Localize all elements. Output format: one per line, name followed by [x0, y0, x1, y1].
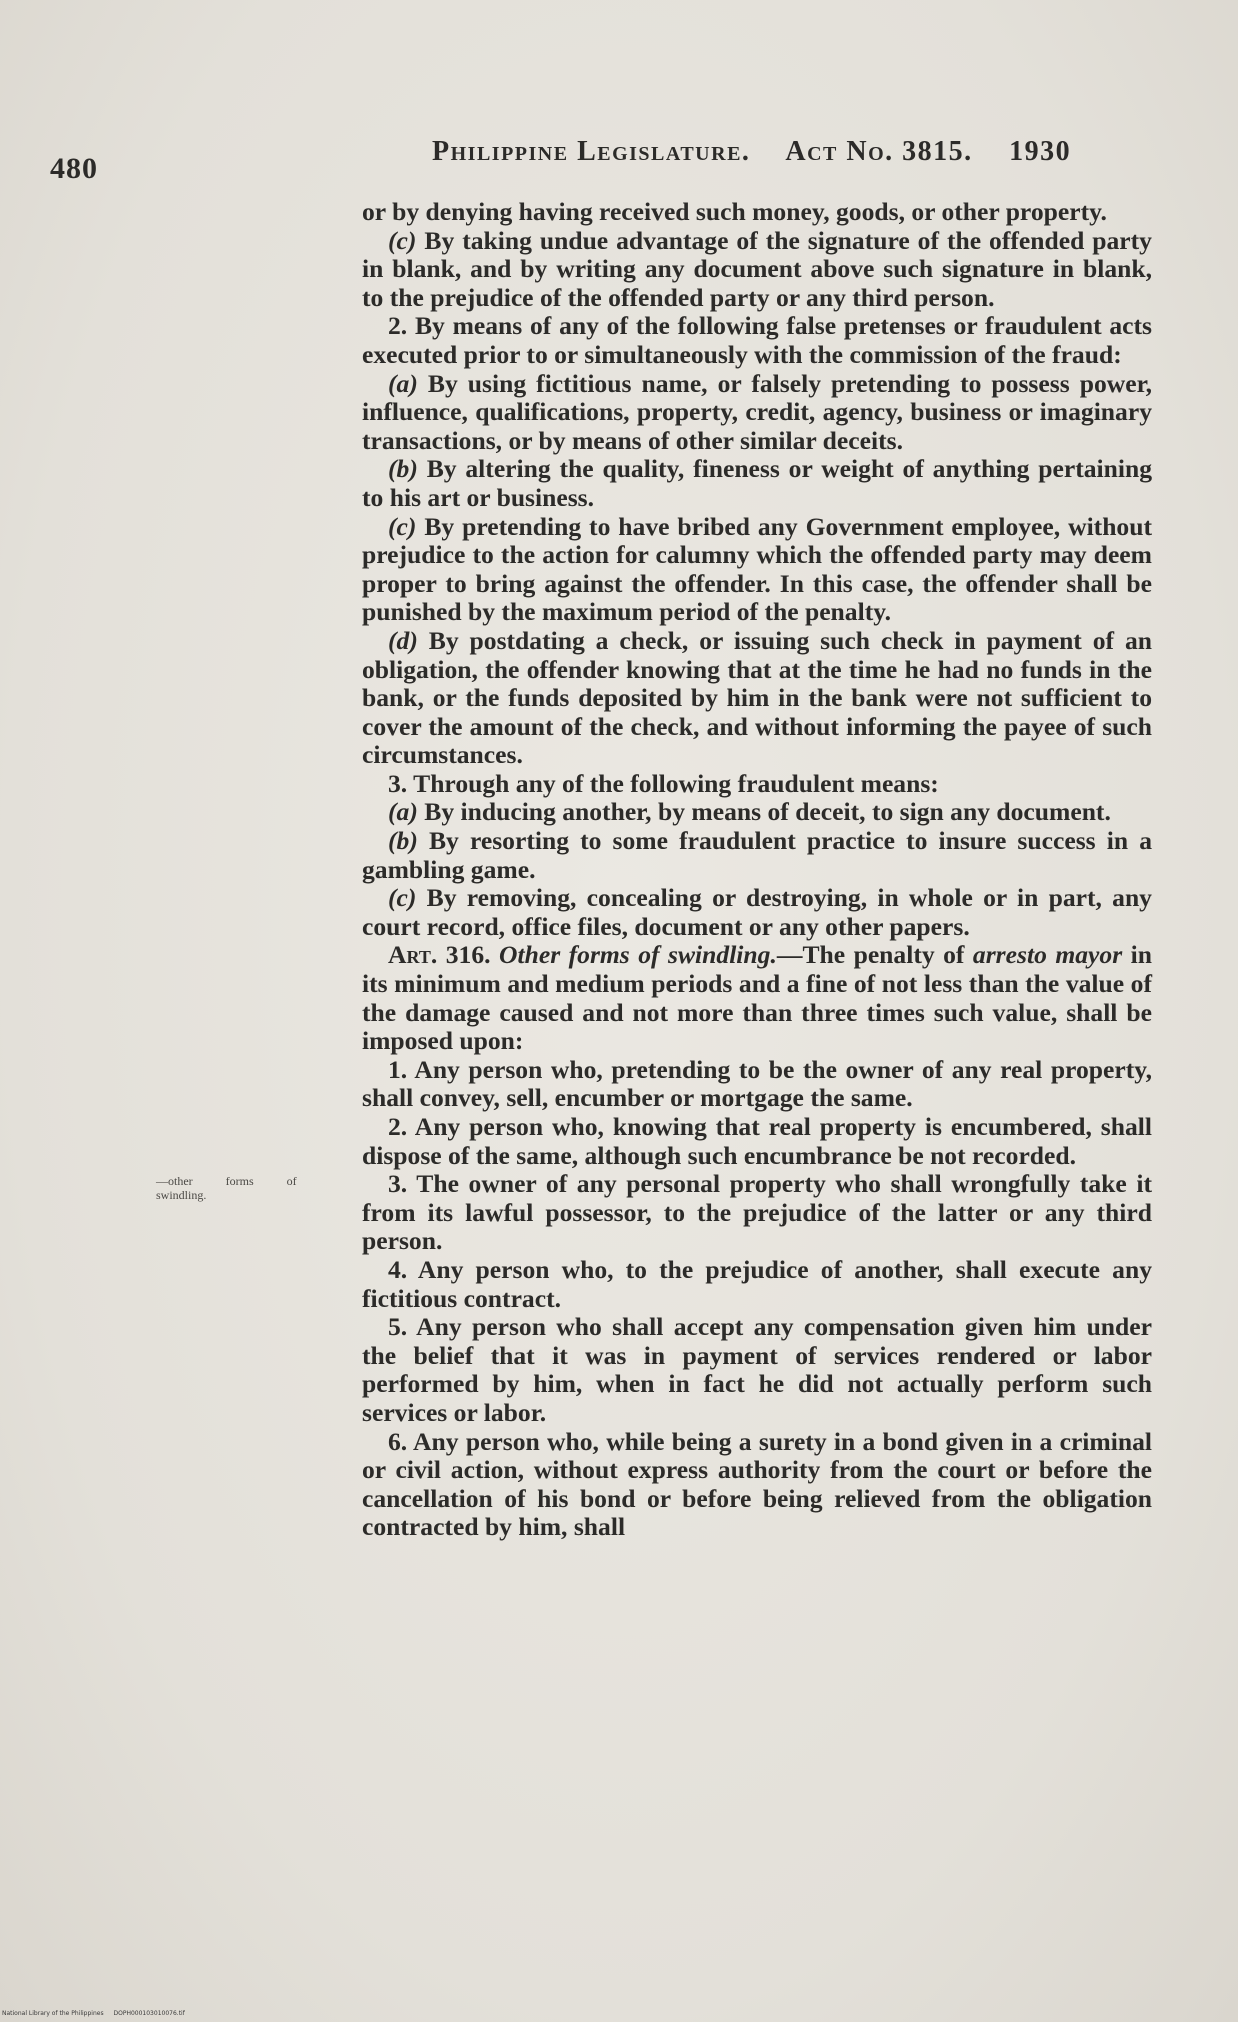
paragraph: 3. The owner of any personal property who shall wrongfully take it from its lawful possessor, to the prejudice of the latter or any third person.	[362, 1169, 1152, 1256]
clause-text: By resorting to some fraudulent practice to insure success in a gambling game.	[362, 826, 1152, 884]
paragraph: 3. Through any of the following fraudulent means:	[388, 768, 939, 798]
article-paragraph	[362, 941, 1152, 1055]
clause-label: (b)	[388, 826, 418, 856]
article-italic-term: arresto mayor	[972, 940, 1123, 970]
paragraph	[362, 455, 1152, 512]
paragraph	[362, 513, 1152, 627]
paragraph: 5. Any person who shall accept any compensation given him under the belief that it was in payment of services rendered or labor performed by him, when in fact he did not actually perform such services or labor.	[362, 1312, 1152, 1427]
footer-code: DOPH000103010076.tif	[113, 2010, 185, 2017]
paragraph	[362, 370, 1152, 456]
paragraph	[362, 798, 1152, 827]
paragraph: 4. Any person who, to the prejudice of another, shall execute any fictitious contract.	[362, 1254, 1152, 1313]
clause-label: (c)	[388, 225, 417, 255]
clause-label: (b)	[388, 454, 418, 484]
paragraph: 2. By means of any of the following false pretenses or fraudulent acts executed prior to or simultaneously with the commission of the fraud:	[362, 311, 1152, 369]
running-head	[432, 136, 1071, 168]
clause-text: By using fictitious name, or falsely pretending to possess power, influence, qualifications, property, credit, agency, business or imaginary transactions, or by means of other similar deceits.	[362, 368, 1152, 455]
body-text	[362, 198, 1152, 1542]
paragraph: 2. Any person who, knowing that real property is encumbered, shall dispose of the same, although such encumbrance be not recorded.	[362, 1112, 1152, 1170]
clause-text: By removing, concealing or destroying, in whole or in part, any court record, office files, document or any other papers.	[362, 883, 1152, 941]
clause-text: By inducing another, by means of deceit, to sign any document.	[424, 797, 1111, 827]
footer-library: National Library of the Philippines	[2, 2010, 104, 2017]
running-head-title: Philippine Legislature.	[432, 136, 751, 167]
clause-label: (d)	[388, 625, 418, 655]
clause-label: (a)	[388, 368, 418, 398]
clause-text: By taking undue advantage of the signature of the offended party in blank, and by writing any document above such signature in blank, to the prejudice of the offended party or any third person.	[362, 225, 1152, 312]
clause-label: (c)	[388, 883, 417, 913]
clause-label: (a)	[388, 797, 418, 827]
clause-text: By postdating a check, or issuing such check in payment of an obligation, the offender knowing that at the time he had no funds in the bank, or the funds deposited by him in the bank were not sufficient to cover the amount of the check, and without informing the payee of such circumstances.	[362, 625, 1152, 770]
paragraph	[362, 827, 1152, 884]
article-text: in its minimum and medium periods and a fine of not less than the value of the damage caused and not more than three times such value, shall be imposed upon:	[362, 940, 1153, 1056]
clause-text: By pretending to have bribed any Government employee, without prejudice to the action for calumny which the offended party may deem proper to bring against the offender. In this case, the offender shall be punished by the maximum period of the penalty.	[362, 511, 1152, 627]
running-head-act: Act No. 3815.	[785, 136, 973, 167]
paragraph	[362, 884, 1152, 941]
paragraph	[362, 627, 1152, 770]
page-number: 480	[50, 152, 98, 185]
clause-text: By altering the quality, fineness or weight of anything pertaining to his art or business.	[362, 454, 1152, 512]
running-head-year: 1930	[1009, 136, 1072, 167]
scan-footer	[2, 2010, 193, 2017]
article-title: Other forms of swindling.	[499, 940, 777, 970]
article-number: Art. 316.	[388, 940, 491, 970]
paragraph: or by denying having received such money, goods, or other property.	[362, 197, 1107, 226]
paragraph: 1. Any person who, pretending to be the owner of any real property, shall convey, sell, encumber or mortgage the same.	[362, 1054, 1152, 1113]
clause-label: (c)	[388, 511, 417, 541]
paragraph	[362, 227, 1152, 313]
paragraph: 6. Any person who, while being a surety in a bond given in a criminal or civil action, without express authority from the court or before the cancellation of his bond or before being relieved from the obligation contracted by him, shall	[362, 1426, 1152, 1542]
marginal-note: —other forms of swindling.	[156, 1174, 297, 1202]
article-text: —The penalty of	[776, 940, 965, 970]
